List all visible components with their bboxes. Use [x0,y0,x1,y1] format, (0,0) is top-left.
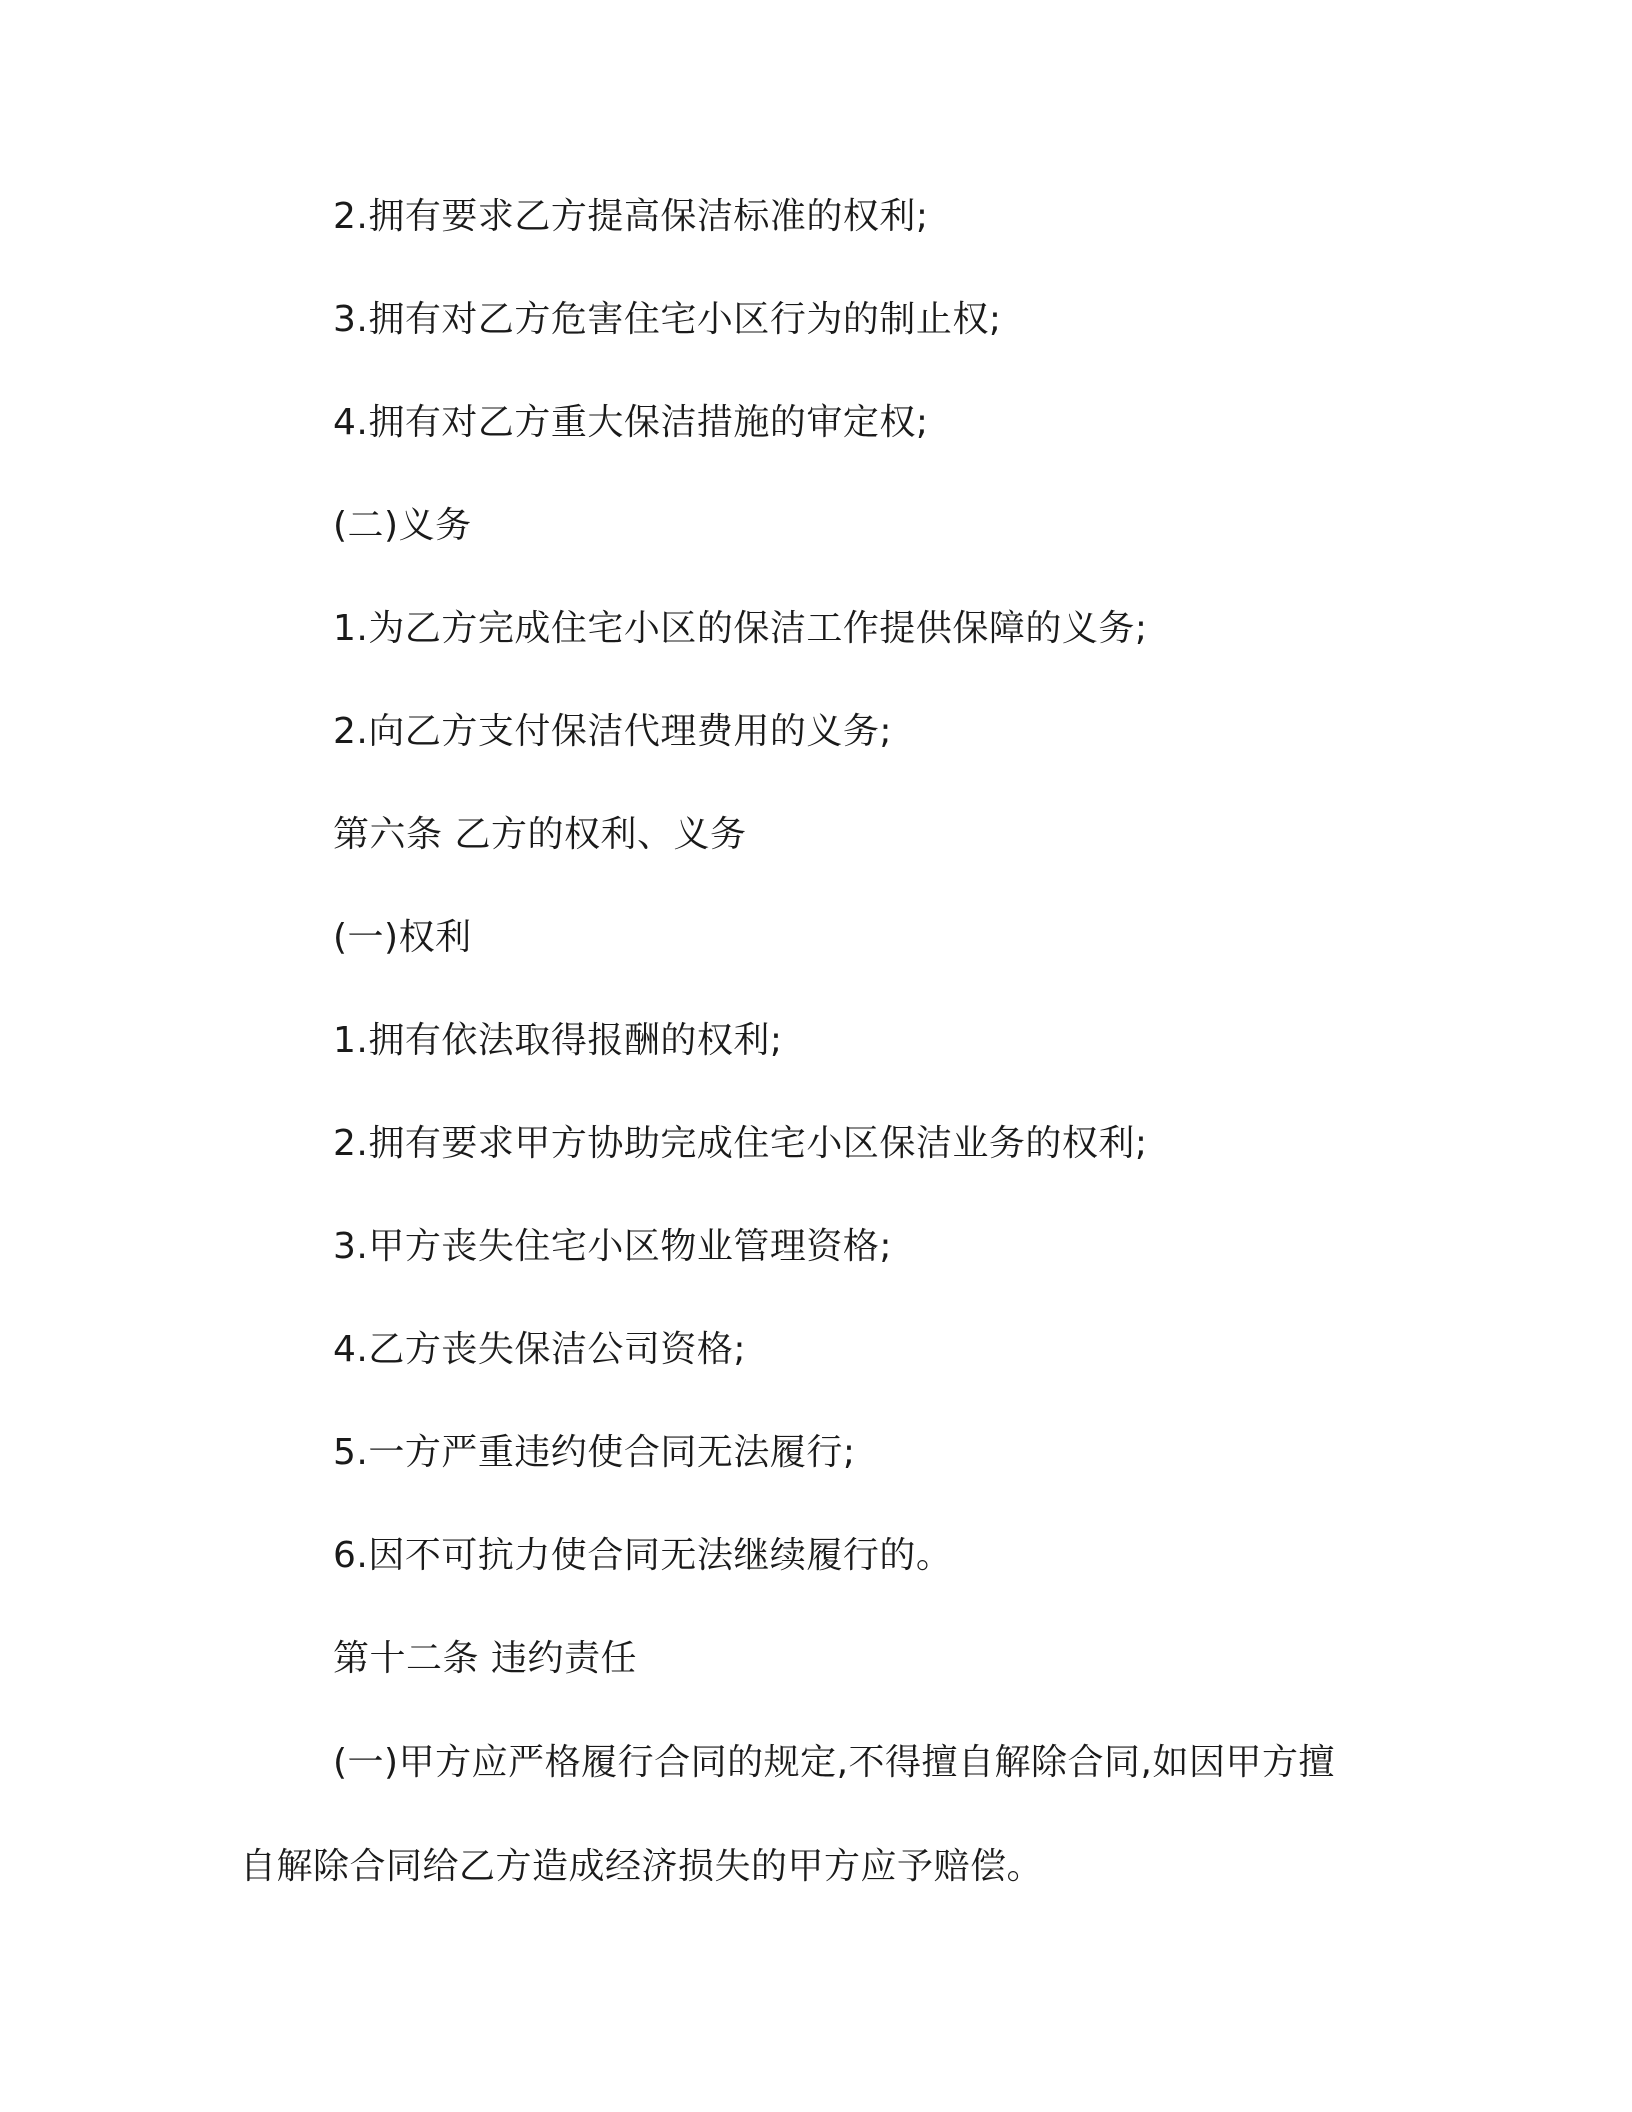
clause-line: 2.向乙方支付保洁代理费用的义务; [333,711,892,752]
clause-line: 3.拥有对乙方危害住宅小区行为的制止权; [333,299,1002,340]
article-heading: 第六条 乙方的权利、义务 [333,814,747,855]
clause-line: 6.因不可抗力使合同无法继续履行的。 [333,1535,953,1576]
article-heading: 第十二条 违约责任 [333,1638,637,1679]
liability-paragraph: (一)甲方应严格履行合同的规定,不得擅自解除合同,如因甲方擅自解除合同给乙方造成经济损失的甲方应予赔偿。 [240,1742,1335,1887]
clause-line: 5.一方严重违约使合同无法履行; [333,1432,856,1473]
clause-line: 1.拥有依法取得报酬的权利; [333,1020,783,1061]
clause-line: 2.拥有要求甲方协助完成住宅小区保洁业务的权利; [333,1123,1148,1164]
clause-line: 2.拥有要求乙方提高保洁标准的权利; [333,196,929,237]
section-heading: (一)权利 [333,917,472,958]
section-heading: (二)义务 [333,505,472,546]
clause-line: 4.拥有对乙方重大保洁措施的审定权; [333,402,929,443]
clause-line: 4.乙方丧失保洁公司资格; [333,1329,746,1370]
clause-line: 1.为乙方完成住宅小区的保洁工作提供保障的义务; [333,608,1148,649]
clause-line: 3.甲方丧失住宅小区物业管理资格; [333,1226,892,1267]
